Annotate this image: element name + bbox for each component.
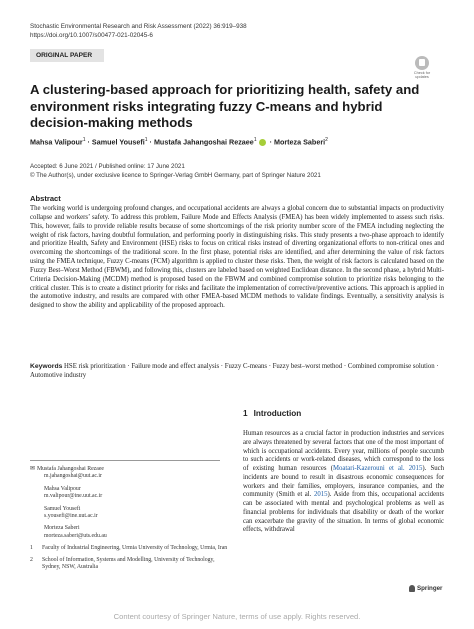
email-link[interactable]: morteza.saberi@uts.edu.au: [44, 532, 107, 539]
citation-link[interactable]: Moatari-Kazerouni et al. 2015: [332, 465, 423, 472]
updates-label: Check for updates: [413, 71, 431, 80]
affiliation: 1 Faculty of Industrial Engineering, Urmia University of Technology, Urmia, Iran: [30, 545, 228, 552]
keywords-list: HSE risk prioritization · Failure mode and effect analysis · Fuzzy C-means · Fuzzy best–worst method · Combined compromise solution · Automotive industry: [30, 363, 439, 379]
affiliation: 2 School of Information, Systems and Modelling, University of Technology, Sydney, NSW, Australia: [30, 556, 215, 571]
copyright-line: © The Author(s), under exclusive licence to Springer-Verlag GmbH Germany, part of Springer Nature 2021: [30, 171, 321, 179]
journal-doi[interactable]: https://doi.org/10.1007/s00477-021-02045-6: [30, 32, 153, 39]
footnote-rule: [30, 460, 220, 461]
accepted-dates: Accepted: 6 June 2021 / Published online: 17 June 2021: [30, 163, 185, 170]
envelope-icon: ✉: [30, 466, 35, 472]
author-name[interactable]: Mustafa Jahangoshai Rezaee: [153, 137, 254, 147]
abstract-text: The working world is undergoing profound changes, and occupational accidents are always a global concern due to substantial impacts on productivity collapse and workers’ safety. To address this problem, Failure Mode and Effects Analysis (FMEA) has been widely implemented to assess such risks. This, however, fails to provide reliable results because of some shortcomings of the risk priority number score of the FMEA including neglecting the weight of risk factors, having doubtful formulation, and performing poorly in distinguishing risks. This study presents a two-phase approach to identify and prioritize Health, Safety and Environment (HSE) risks to focus on critical risks instead of diverting organizational efforts to non-critical ones and overcoming the shortcomings of the traditional score. In the first phase, potential risks are identified, and after determining the value of risk factors using the FMEA technique, Fuzzy C-means (FCM) algorithm is applied to cluster these risks. Then, the weight of risk factors is calculated based on the Fuzzy Best–Worst Method (FBWM), and following this, clusters are labeled based on weighted Euclidean distance. In the second phase, a hybrid Multi-Criteria Decision-Making (MCDM) method is proposed based on the FBWM and combined compromise solution to prioritize risks belonging to the critical cluster. This is to create a distinct priority for risks and facilitate the implementation of corrective/preventive actions. This approach is applied in the automotive industry, and results are compared with other FMEA-based MCDM methods to validate findings. Eventually, a sensitivity analysis is designed to show the ability and applicability of the proposed approach.: [30, 205, 444, 310]
article-title: A clustering-based approach for prioritizing health, safety and environment risks integrating fuzzy C-means and hybrid decision-making methods: [30, 82, 420, 130]
orcid-icon[interactable]: [259, 139, 266, 146]
citation-link[interactable]: 2015: [313, 491, 328, 499]
springer-logo: Springer: [409, 585, 442, 592]
keywords: [30, 362, 444, 380]
contact-entry: Samuel Yousefi s.yousefi@ine.uut.ac.ir: [30, 506, 230, 521]
journal-citation: Stochastic Environmental Research and Risk Assessment (2022) 36:919–938: [30, 23, 247, 30]
introduction-text: Human resources as a crucial factor in production industries and services are always threatened by several factors that one of the most important of which is occupational accidents. Every year, millions of people succumb to such accidents or work-related diseases, which correspond to the loss of existing human resources (Moatari-Kazerouni et al. 2015). Such incidents are bound to result in disastrous economic consequences for workers and their families, employers, insurance companies, and the community (Smith et al. 2015). Aside from this, occupational accidents can be associated with mental and psychological problems as well as financial problems for individuals that disability or death of the worker can exacerbate the gravity of the situation. In terms of global economic effects, withdrawal: [243, 430, 444, 534]
keywords-label: Keywords: [30, 363, 63, 370]
author-name[interactable]: Mahsa Valipour: [30, 137, 83, 147]
email-link[interactable]: m.valipour@ine.uut.ac.ir: [44, 493, 103, 500]
author-name[interactable]: Morteza Saberi: [273, 137, 326, 147]
contact-footnote: [30, 460, 230, 575]
abstract-heading: Abstract: [30, 194, 61, 203]
email-link[interactable]: s.yousefi@ine.uut.ac.ir: [44, 513, 98, 520]
section-heading: 1 Introduction: [243, 409, 302, 418]
footer-notice: Content courtesy of Springer Nature, terms of use apply. Rights reserved.: [113, 612, 361, 621]
email-link[interactable]: m.jahangoshai@uut.ac.ir: [44, 473, 102, 480]
paper-type-badge: ORIGINAL PAPER: [30, 49, 104, 62]
corresponding-author: ✉ Mustafa Jahangoshai Rezaee m.jahangoshai@uut.ac.ir: [30, 466, 230, 481]
journal-header: [30, 22, 247, 40]
author-name[interactable]: Samuel Yousefi: [91, 137, 145, 147]
article-meta: [30, 163, 321, 180]
springer-horse-icon: [409, 585, 415, 592]
updates-icon: [415, 56, 429, 70]
check-for-updates-badge[interactable]: [409, 56, 435, 78]
contact-entry: Morteza Saberi morteza.saberi@uts.edu.au: [30, 525, 230, 540]
author-list: Mahsa Valipour$^1$ · Samuel Yousefi$^1$ · Mustafa Jahangoshai Rezaee$^1$ · Morteza Saberi$^2$: [30, 137, 328, 147]
contact-entry: Mahsa Valipour m.valipour@ine.uut.ac.ir: [30, 486, 230, 501]
